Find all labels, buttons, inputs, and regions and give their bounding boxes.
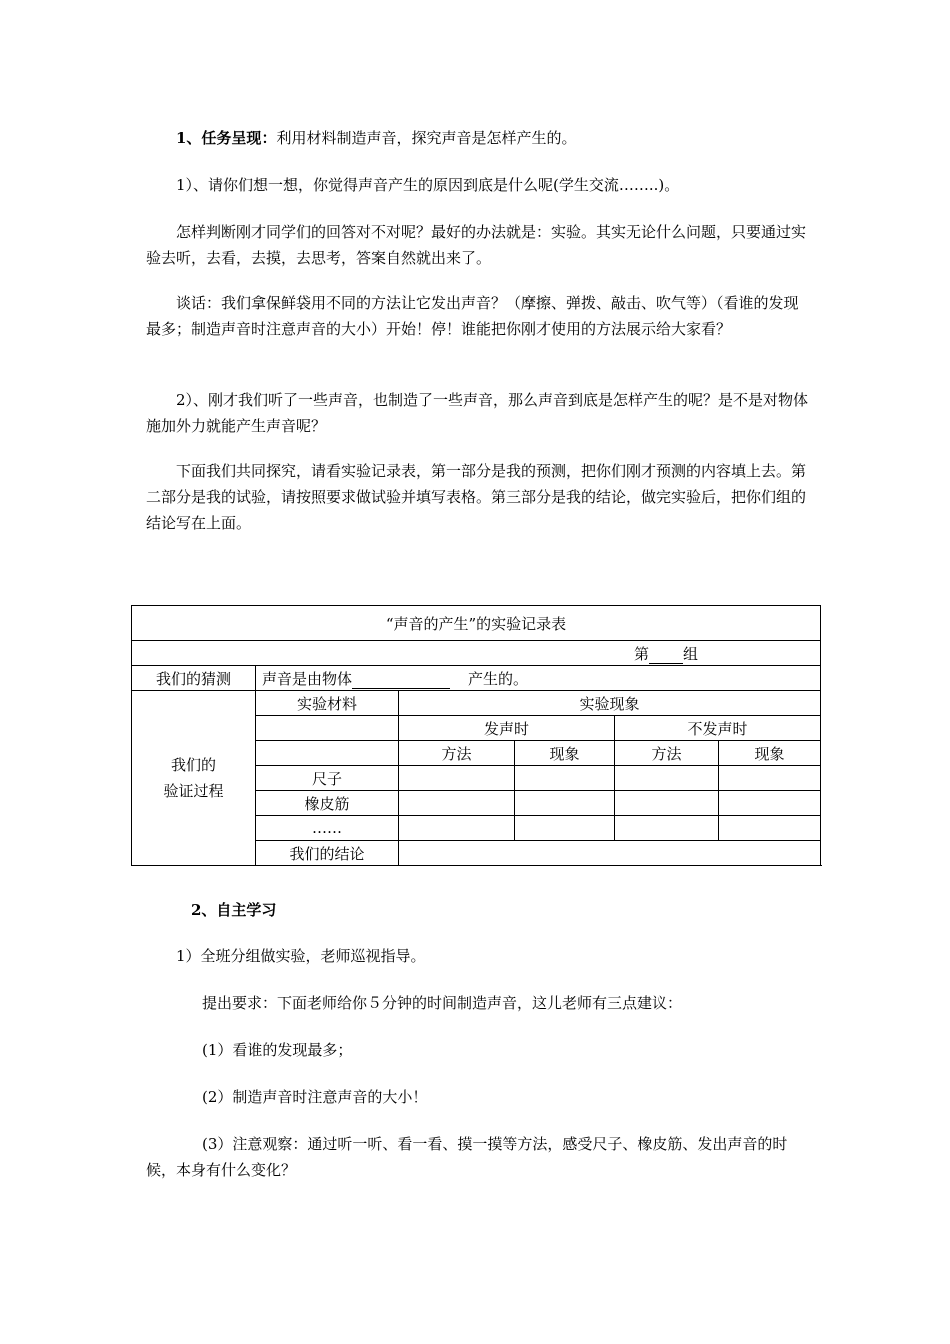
input-cell[interactable] — [515, 766, 615, 791]
suggestion-1: (1）看谁的发现最多； — [202, 1041, 353, 1059]
experiment-record-table — [131, 605, 821, 866]
guess-suffix: 产生的。 — [468, 669, 529, 688]
guess-cell — [256, 666, 821, 691]
conclusion-cell[interactable] — [399, 841, 821, 866]
question-2: 2）、刚才我们听了一些声音，也制造了一些声音，那么声音到底是怎样产生的呢？是不是对物体施加外力就能产生声音呢？ — [146, 391, 809, 435]
material-name: 尺子 — [256, 766, 399, 791]
paragraph-experiment: 怎样判断刚才同学们的回答对不对呢？最好的办法就是：实验。其实无论什么问题，只要通过实验去听，去看，去摸，去思考，答案自然就出来了。 — [146, 223, 807, 267]
group-suffix: 组 — [683, 644, 699, 663]
col-effect-sounding: 现象 — [515, 741, 615, 766]
suggestion-3: (3）注意观察：通过听一听、看一看、摸一摸等方法，感受尺子、橡皮筋、发出声音的时候，本身有什么变化？ — [146, 1135, 788, 1179]
col-method-silent: 方法 — [615, 741, 719, 766]
input-cell[interactable] — [719, 766, 821, 791]
table-title: “声音的产生”的实验记录表 — [132, 606, 821, 641]
section1-heading: 1、任务呈现： — [176, 129, 277, 147]
col-sounding: 发声时 — [399, 716, 615, 741]
material-name: 橡皮筋 — [256, 791, 399, 816]
group-prefix: 第 — [634, 644, 650, 663]
process-label-line1: 我们的 — [170, 756, 216, 774]
process-label — [132, 691, 256, 866]
group-number-row — [132, 641, 821, 666]
requirement: 提出要求：下面老师给你５分钟的时间制造声音，这儿老师有三点建议： — [202, 994, 683, 1012]
input-cell[interactable] — [399, 791, 515, 816]
input-cell[interactable] — [615, 766, 719, 791]
section2-heading: 2、自主学习 — [191, 901, 277, 919]
input-cell[interactable] — [719, 791, 821, 816]
process-label-line2: 验证过程 — [163, 782, 224, 800]
col-material: 实验材料 — [256, 691, 399, 716]
section1-heading-rest: 利用材料制造声音，探究声音是怎样产生的。 — [276, 129, 577, 147]
guess-prefix: 声音是由物体 — [262, 669, 353, 688]
step-1: 1）全班分组做实验，老师巡视指导。 — [176, 947, 426, 965]
conclusion-label: 我们的结论 — [256, 841, 399, 866]
section1-task-line — [146, 125, 810, 151]
material-blank-cell[interactable] — [256, 741, 399, 766]
question-1: 1）、请你们想一想，你觉得声音产生的原因到底是什么呢(学生交流……..)。 — [176, 176, 680, 194]
paragraph-talk: 谈话：我们拿保鲜袋用不同的方法让它发出声音？（摩擦、弹拨、敲击、吹气等）（看谁的发现最多；制造声音时注意声音的大小）开始！停！谁能把你刚才使用的方法展示给大家看？ — [146, 294, 799, 338]
col-phenomenon: 实验现象 — [399, 691, 821, 716]
col-silent: 不发声时 — [615, 716, 821, 741]
input-cell[interactable] — [399, 816, 515, 841]
col-effect-silent: 现象 — [719, 741, 821, 766]
guess-label: 我们的猜测 — [132, 666, 256, 691]
col-method-sounding: 方法 — [399, 741, 515, 766]
input-cell[interactable] — [719, 816, 821, 841]
material-name: …… — [256, 816, 399, 841]
suggestion-2: (2）制造声音时注意声音的大小！ — [202, 1088, 428, 1106]
input-cell[interactable] — [399, 766, 515, 791]
guess-blank[interactable] — [352, 674, 450, 689]
input-cell[interactable] — [515, 816, 615, 841]
material-blank-cell[interactable] — [256, 716, 399, 741]
group-number-blank[interactable] — [649, 649, 683, 664]
paragraph-explore: 下面我们共同探究，请看实验记录表，第一部分是我的预测，把你们刚才预测的内容填上去。第二部分是我的试验，请按照要求做试验并填写表格。第三部分是我的结论，做完实验后，把你们组的结论写在上面。 — [146, 462, 807, 532]
input-cell[interactable] — [615, 816, 719, 841]
input-cell[interactable] — [615, 791, 719, 816]
input-cell[interactable] — [515, 791, 615, 816]
